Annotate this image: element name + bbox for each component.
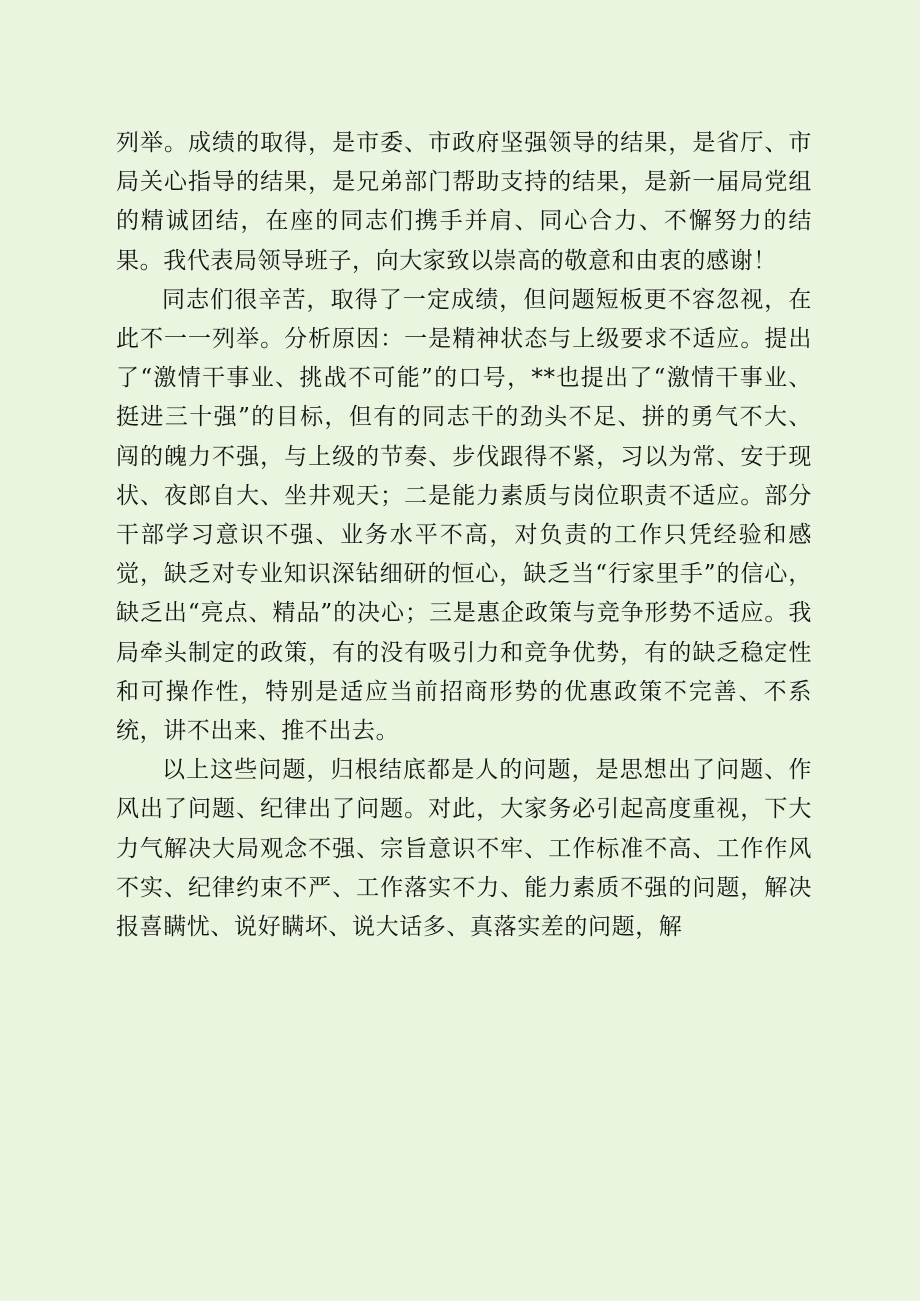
paragraph-1: 列举。成绩的取得，是市委、市政府坚强领导的结果，是省厅、市局关心指导的结果，是兄弟部门帮助支持的结果，是新一届局党组的精诚团结，在座的同志们携手并肩、同心合力、不懈努力的结果。我代表局领导班子，向大家致以崇高的敬意和由衷的感谢！: [116, 130, 812, 274]
document-body: [116, 124, 812, 947]
paragraph-2: 同志们很辛苦，取得了一定成绩，但问题短板更不容忽视，在此不一一列举。分析原因：一是精神状态与上级要求不适应。提出了“激情干事业、挑战不可能”的口号，**也提出了“激情干事业、挺进三十强”的目标，但有的同志干的劲头不足、拼的勇气不大、闯的魄力不强，与上级的节奏、步伐跟得不紧，习以为常、安于现状、夜郎自大、坐井观天；二是能力素质与岗位职责不适应。部分干部学习意识不强、业务水平不高，对负责的工作只凭经验和感觉，缺乏对专业知识深钻细研的恒心，缺乏当“行家里手”的信心，缺乏出“亮点、精品”的决心；三是惠企政策与竞争形势不适应。我局牵头制定的政策，有的没有吸引力和竞争优势，有的缺乏稳定性和可操作性，特别是适应当前招商形势的优惠政策不完善、不系统，讲不出来、推不出去。: [116, 286, 812, 745]
paragraph-3: 以上这些问题，归根结底都是人的问题，是思想出了问题、作风出了问题、纪律出了问题。对此，大家务必引起高度重视，下大力气解决大局观念不强、宗旨意识不牢、工作标准不高、工作作风不实、纪律约束不严、工作落实不力、能力素质不强的问题，解决报喜瞒忧、说好瞒坏、说大话多、真落实差的问题，解: [116, 757, 812, 941]
